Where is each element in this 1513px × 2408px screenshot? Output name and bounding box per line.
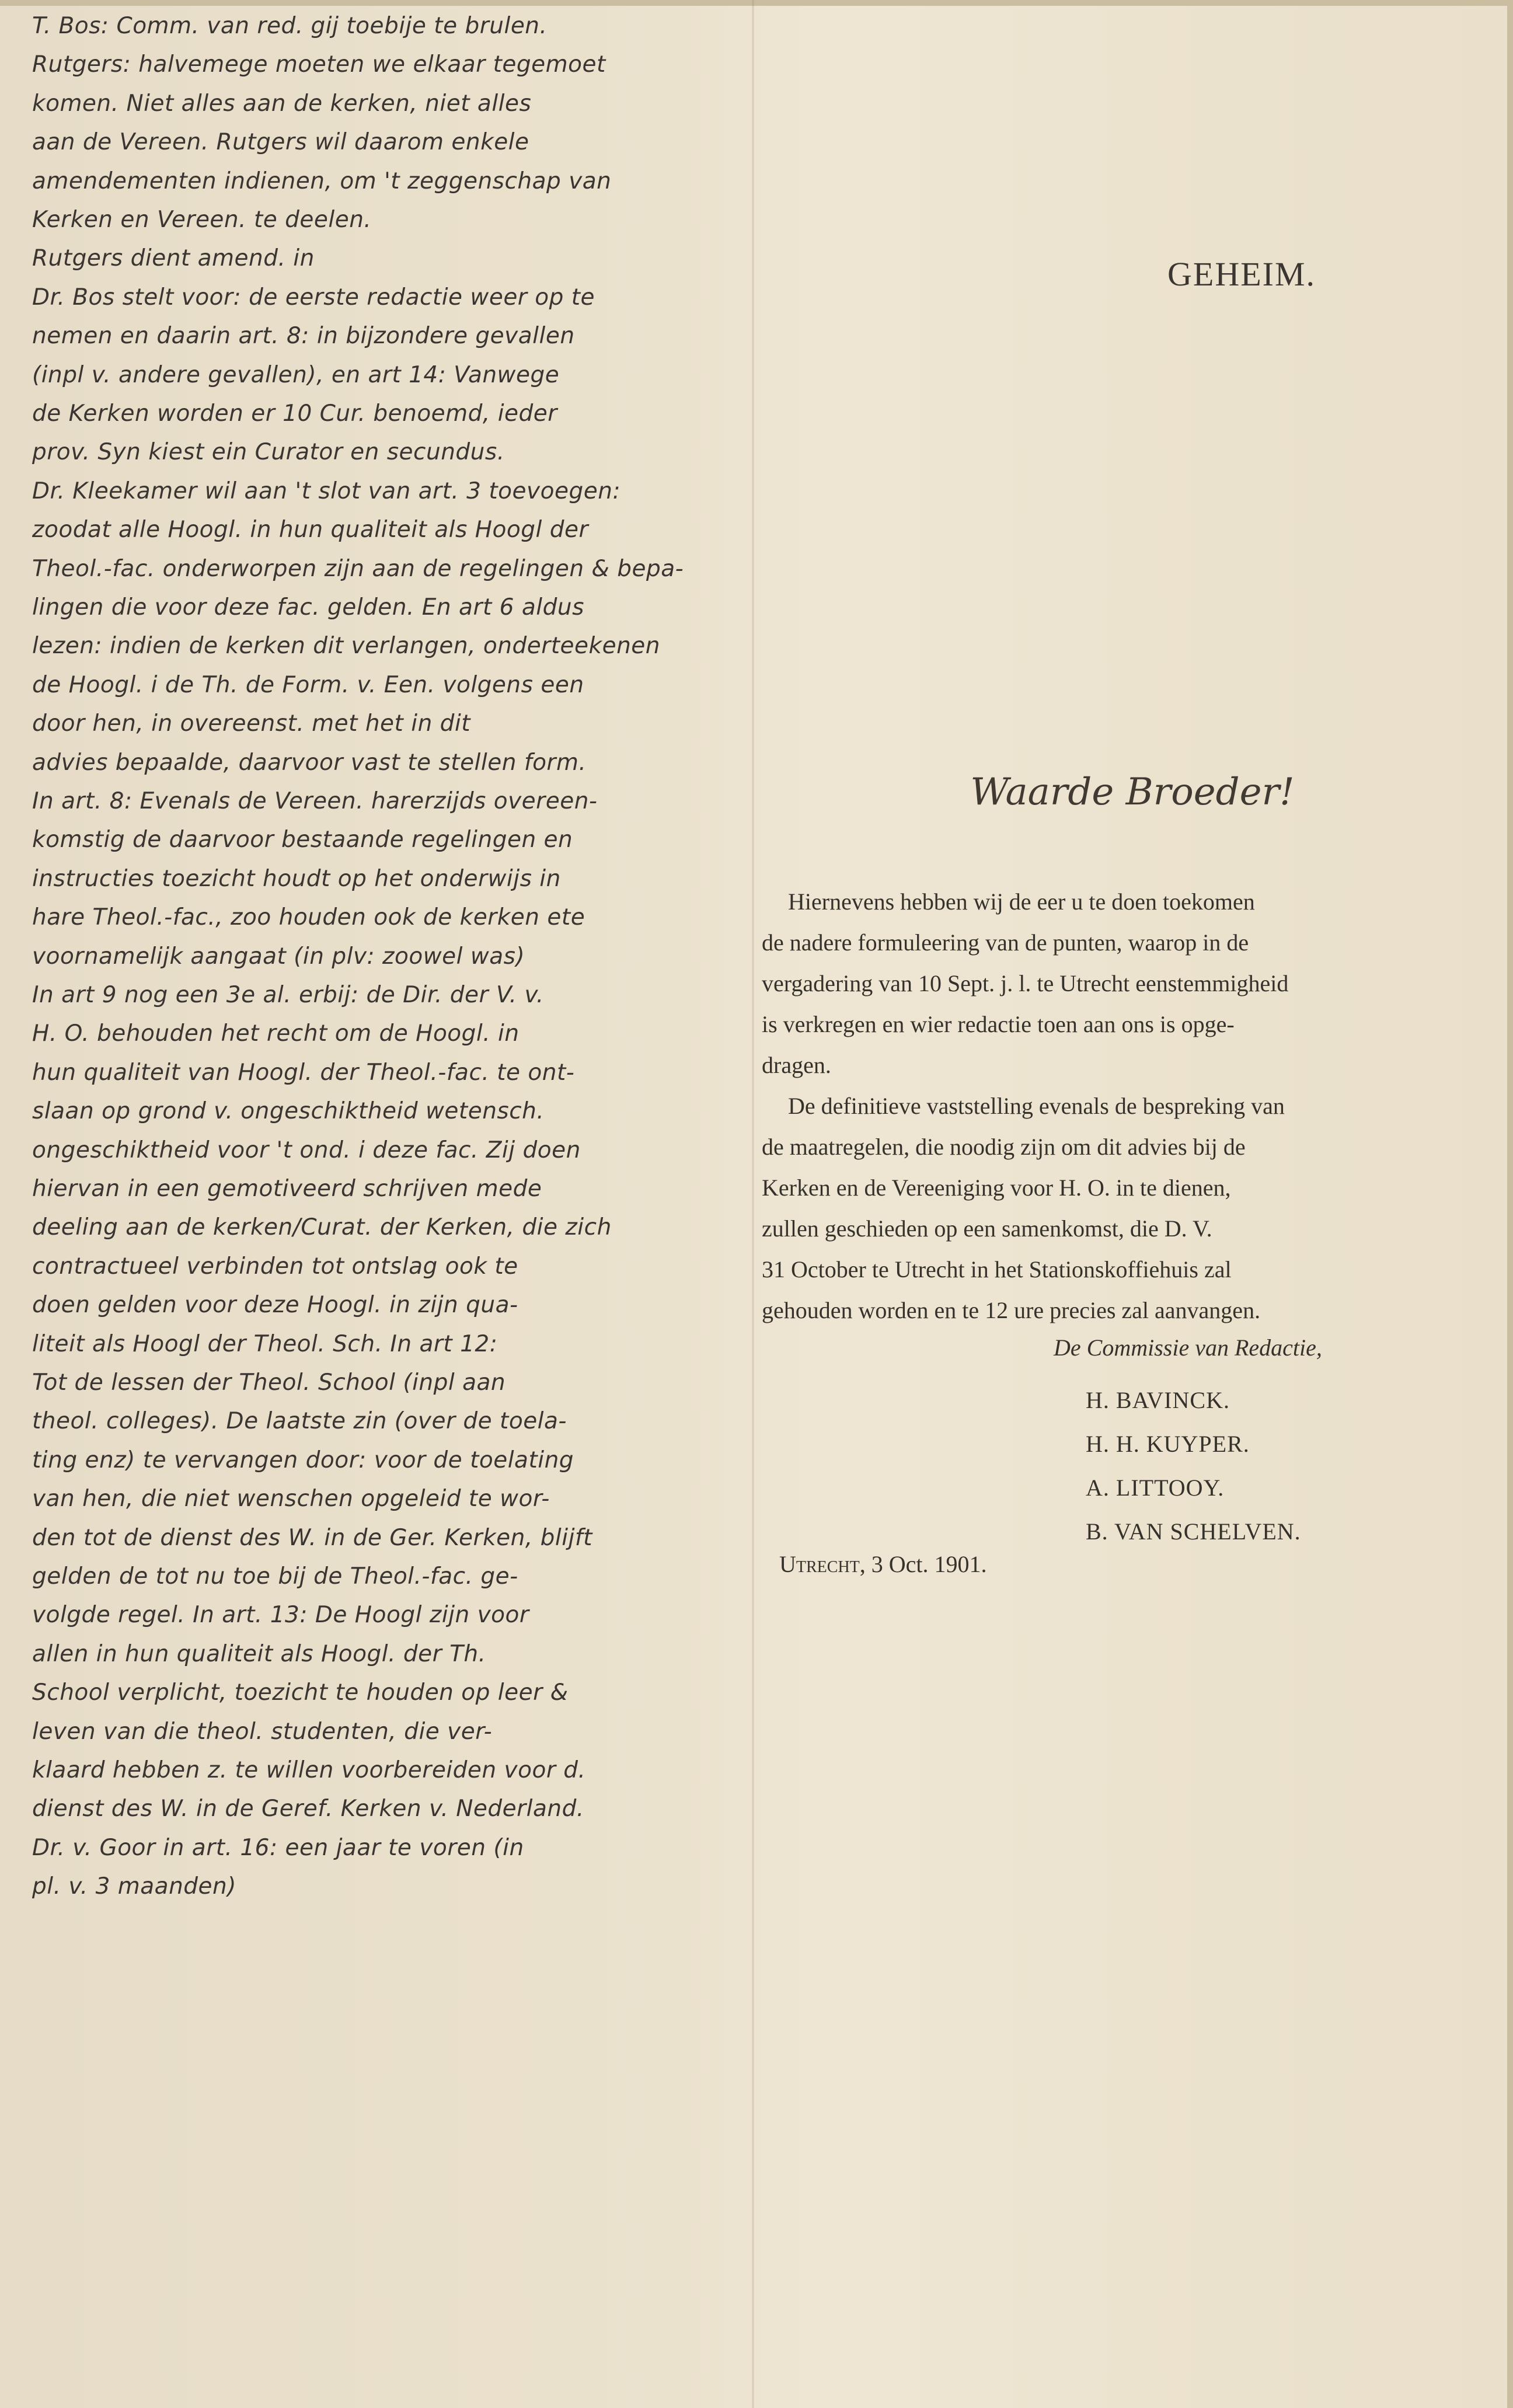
salutation: Waarde Broeder! (970, 771, 1295, 814)
handwritten-line: lingen die voor deze fac. gelden. En art 6 aldus (32, 594, 584, 621)
handwritten-line: Rutgers: halvemege moeten we elkaar tegemoet (32, 51, 606, 78)
letter-line: de maatregelen, die noodig zijn om dit advies bij de (762, 1134, 1246, 1160)
handwritten-line: nemen en daarin art. 8: in bijzondere gevallen (32, 323, 575, 350)
handwritten-line: doen gelden voor deze Hoogl. in zijn qua- (32, 1292, 518, 1319)
handwritten-line: contractueel verbinden tot ontslag ook te (32, 1253, 518, 1280)
handwritten-line: hun qualiteit van Hoogl. der Theol.-fac. te ont- (32, 1059, 575, 1086)
handwritten-line: hiervan in een gemotiveerd schrijven mede (32, 1176, 542, 1202)
handwritten-line: volgde regel. In art. 13: De Hoogl zijn voor (32, 1602, 529, 1629)
handwritten-line: School verplicht, toezicht te houden op leer & (32, 1679, 569, 1706)
handwritten-line: prov. Syn kiest ein Curator en secundus. (32, 439, 505, 466)
handwritten-line: T. Bos: Comm. van red. gij toebije te brulen. (32, 13, 548, 39)
place: Utrecht, (779, 1551, 866, 1577)
handwritten-line: den tot de dienst des W. in de Ger. Kerken, blijft (32, 1524, 592, 1551)
handwritten-line: ting enz) te vervangen door: voor de toelating (32, 1447, 574, 1473)
handwritten-line: Kerken en Vereen. te deelen. (32, 207, 372, 233)
paper-edge-right (1507, 0, 1513, 2408)
letter-line: Kerken en de Vereeniging voor H. O. in te dienen, (762, 1175, 1231, 1201)
signer-name: A. LITTOOY. (1086, 1475, 1225, 1501)
handwritten-line: hare Theol.-fac., zoo houden ook de kerken ete (32, 904, 585, 931)
handwritten-notes (32, 12, 756, 1915)
handwritten-line: de Hoogl. i de Th. de Form. v. Een. volgens een (32, 671, 584, 698)
letter-line: zullen geschieden op een samenkomst, die D. V. (762, 1215, 1212, 1242)
letter-line: de nadere formuleering van de punten, waarop in de (762, 929, 1249, 956)
handwritten-line: lezen: indien de kerken dit verlangen, onderteekenen (32, 633, 661, 660)
letter-line: Hiernevens hebben wij de eer u te doen toekomen (788, 888, 1255, 915)
handwritten-line: door hen, in overeenst. met het in dit (32, 710, 471, 737)
handwritten-line: de Kerken worden er 10 Cur. benoemd, ieder (32, 400, 557, 427)
letter-line: dragen. (762, 1052, 831, 1078)
handwritten-line: liteit als Hoogl der Theol. Sch. In art 12: (32, 1330, 498, 1357)
handwritten-line: komstig de daarvoor bestaande regelingen en (32, 827, 573, 853)
letter-line: De definitieve vaststelling evenals de bespreking van (788, 1093, 1285, 1119)
handwritten-line: advies bepaalde, daarvoor vast te stellen form. (32, 749, 587, 776)
handwritten-line: In art 9 nog een 3e al. erbij: de Dir. der V. v. (32, 982, 544, 1008)
signer-name: H. H. KUYPER. (1086, 1431, 1250, 1457)
handwritten-line: ongeschiktheid voor 't ond. i deze fac. Zij doen (32, 1137, 581, 1163)
handwritten-line: leven van die theol. studenten, die ver- (32, 1718, 493, 1745)
handwritten-line: Dr. v. Goor in art. 16: een jaar te voren (in (32, 1834, 524, 1861)
handwritten-line: slaan op grond v. ongeschiktheid wetensch. (32, 1098, 545, 1125)
signer-name: H. BAVINCK. (1086, 1387, 1230, 1413)
handwritten-line: aan de Vereen. Rutgers wil daarom enkele (32, 129, 529, 156)
handwritten-line: In art. 8: Evenals de Vereen. harerzijds overeen- (32, 788, 598, 814)
handwritten-line: voornamelijk aangaat (in plv: zoowel was) (32, 943, 525, 970)
letter-line: is verkregen en wier redactie toen aan ons is opge- (762, 1011, 1235, 1037)
handwritten-line: amendementen indienen, om 't zeggenschap van (32, 168, 612, 194)
handwritten-line: Rutgers dient amend. in (32, 245, 315, 272)
commission-line: De Commissie van Redactie, (1054, 1334, 1322, 1361)
handwritten-line: zoodat alle Hoogl. in hun qualiteit als Hoogl der (32, 517, 589, 543)
handwritten-line: van hen, die niet wenschen opgeleid te wor- (32, 1486, 550, 1513)
letter-line: gehouden worden en te 12 ure precies zal aanvangen. (762, 1297, 1261, 1323)
place-date (779, 1550, 1129, 1578)
handwritten-line: Dr. Kleekamer wil aan 't slot van art. 3 toevoegen: (32, 478, 621, 504)
classification-heading: GEHEIM. (1167, 255, 1316, 293)
handwritten-line: theol. colleges). De laatste zin (over de toela- (32, 1408, 567, 1435)
handwritten-line: H. O. behouden het recht om de Hoogl. in (32, 1020, 520, 1047)
handwritten-line: klaard hebben z. te willen voorbereiden voor d. (32, 1757, 586, 1783)
date: 3 Oct. 1901. (871, 1551, 987, 1577)
handwritten-line: Tot de lessen der Theol. School (inpl aan (32, 1369, 506, 1396)
handwritten-line: pl. v. 3 maanden) (32, 1873, 236, 1900)
handwritten-line: Dr. Bos stelt voor: de eerste redactie weer op te (32, 284, 595, 311)
handwritten-line: deeling aan de kerken/Curat. der Kerken, die zich (32, 1214, 612, 1241)
printed-letter (753, 0, 1506, 2408)
signer-name: B. VAN SCHELVEN. (1086, 1518, 1301, 1545)
handwritten-line: komen. Niet alles aan de kerken, niet alles (32, 90, 532, 117)
handwritten-line: dienst des W. in de Geref. Kerken v. Nederland. (32, 1796, 584, 1822)
handwritten-line: Theol.-fac. onderworpen zijn aan de regelingen & bepa- (32, 555, 684, 582)
handwritten-line: gelden de tot nu toe bij de Theol.-fac. ge- (32, 1563, 518, 1590)
handwritten-line: instructies toezicht houdt op het onderwijs in (32, 865, 561, 892)
letter-line: vergadering van 10 Sept. j. l. te Utrecht eenstemmigheid (762, 970, 1289, 996)
handwritten-line: (inpl v. andere gevallen), en art 14: Vanwege (32, 361, 560, 388)
letter-line: 31 October te Utrecht in het Stationskoffiehuis zal (762, 1256, 1232, 1283)
handwritten-line: allen in hun qualiteit als Hoogl. der Th. (32, 1640, 486, 1667)
